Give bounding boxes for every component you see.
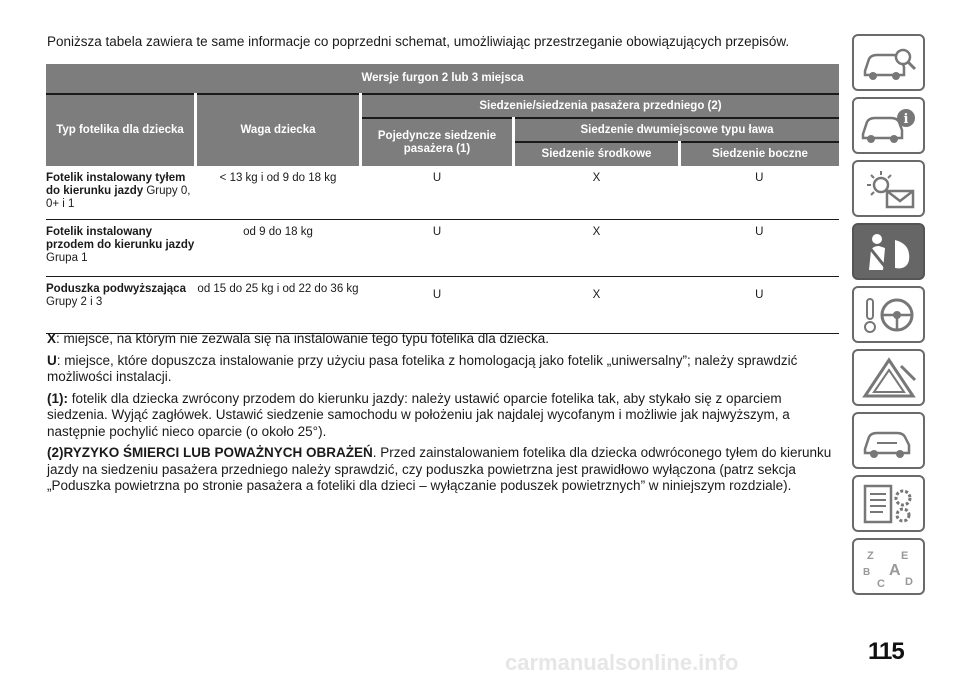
watermark: carmanualsonline.info	[505, 650, 739, 675]
svg-text:i: i	[903, 111, 908, 127]
tab-steering[interactable]	[852, 286, 925, 343]
tab-car-info[interactable]	[852, 97, 925, 154]
row-seat-type: Fotelik instalowany przodem do kierunku jazdy Grupa 1	[46, 220, 196, 277]
chapter-sidebar	[852, 34, 929, 601]
note-x: X: miejsce, na którym nie zezwala się na instalowanie tego typu fotelika dla dziecka.	[47, 331, 550, 346]
svg-text:Z: Z	[866, 549, 874, 562]
row-middle-seat: X	[514, 277, 680, 334]
child-seat-table	[46, 64, 839, 334]
warning-lights-icon	[859, 167, 919, 211]
tab-technical-data[interactable]	[852, 475, 925, 532]
table-header-versions: Wersje furgon 2 lub 3 miejsca	[46, 64, 839, 94]
svg-text:B: B	[862, 566, 870, 578]
row-weight: < 13 kg i od 9 do 18 kg	[196, 166, 361, 220]
intro-text: Poniższa tabela zawiera te same informacje co poprzedni schemat, umożliwiając przestrzeganie obowiązujących przepisów.	[47, 34, 790, 49]
car-info-icon	[859, 104, 919, 148]
car-service-icon	[859, 419, 919, 463]
row-single-seat: U	[361, 277, 514, 334]
svg-text:D: D	[904, 575, 913, 588]
svg-text:A: A	[888, 561, 901, 579]
header-child-weight: Waga dziecka	[196, 94, 361, 166]
row-side-seat: U	[680, 277, 840, 334]
row-side-seat: U	[680, 220, 840, 277]
header-front-passenger: Siedzenie/siedzenia pasażera przedniego (2)	[361, 94, 840, 118]
page-number: 115	[868, 638, 904, 665]
row-middle-seat: X	[514, 166, 680, 220]
row-weight: od 9 do 18 kg	[196, 220, 361, 277]
row-single-seat: U	[361, 220, 514, 277]
row-middle-seat: X	[514, 220, 680, 277]
header-seat-type: Typ fotelika dla dziecka	[46, 94, 196, 166]
note-1: (1): fotelik dla dziecka zwrócony przodem do kierunku jazdy: należy ustawić oparcie fotelika tak, aby stykało się z oparciem siedzenia. Wyjąć zagłówek. Ustawić siedzenie samochodu w położeniu jak najdalej wycofanym i możliwie jak najwyższym, a następnie pochylić nieco oparcie (o około 25°).	[47, 390, 790, 439]
alphabet-index-icon	[859, 545, 919, 589]
tab-safety[interactable]	[852, 223, 925, 280]
row-weight: od 15 do 25 kg i od 22 do 36 kg	[196, 277, 361, 334]
table-row	[46, 277, 839, 334]
tab-index[interactable]	[852, 538, 925, 595]
table-row	[46, 220, 839, 277]
row-seat-type: Fotelik instalowany tyłem do kierunku jazdy Grupy 0, 0+ i 1	[46, 166, 196, 220]
tab-maintenance[interactable]	[852, 412, 925, 469]
warning-triangle-icon	[859, 356, 919, 400]
tab-car-search[interactable]	[852, 34, 925, 91]
header-single-seat: Pojedyncze siedzenie pasażera (1)	[361, 118, 514, 166]
row-single-seat: U	[361, 166, 514, 220]
steering-wheel-icon	[859, 293, 919, 337]
tab-warning-lights[interactable]	[852, 160, 925, 217]
header-bench-seat: Siedzenie dwumiejscowe typu ława	[514, 118, 840, 142]
note-2: (2)RYZYKO ŚMIERCI LUB POWAŻNYCH OBRAŻEŃ. Przed zainstalowaniem fotelika dla dziecka odwróconego tyłem do kierunku jazdy na siedzeniu pasażera przedniego należy sprawdzić, czy poduszka powietrzna jest prawidłowo wyłączona (patrz sekcja „Poduszka powietrzna po stronie pasażera a foteliki dla dzieci – wyłączanie poduszek powietrznych” w niniejszym rozdziale).	[47, 445, 832, 493]
tab-emergency[interactable]	[852, 349, 925, 406]
seatbelt-airbag-icon	[859, 230, 919, 274]
note-u: U: miejsce, które dopuszcza instalowanie przy użyciu pasa fotelika z homologacją jako fotelik „uniwersalny”; należy sprawdzić możliwości instalacji.	[47, 352, 798, 384]
notes-section	[47, 331, 837, 500]
header-side-seat: Siedzenie boczne	[680, 142, 840, 166]
table-row	[46, 166, 839, 220]
svg-text:E: E	[900, 549, 908, 562]
header-middle-seat: Siedzenie środkowe	[514, 142, 680, 166]
specs-gears-icon	[859, 482, 919, 526]
row-side-seat: U	[680, 166, 840, 220]
svg-text:C: C	[876, 577, 885, 589]
car-search-icon	[859, 41, 919, 85]
row-seat-type: Poduszka podwyższająca Grupy 2 i 3	[46, 277, 196, 334]
